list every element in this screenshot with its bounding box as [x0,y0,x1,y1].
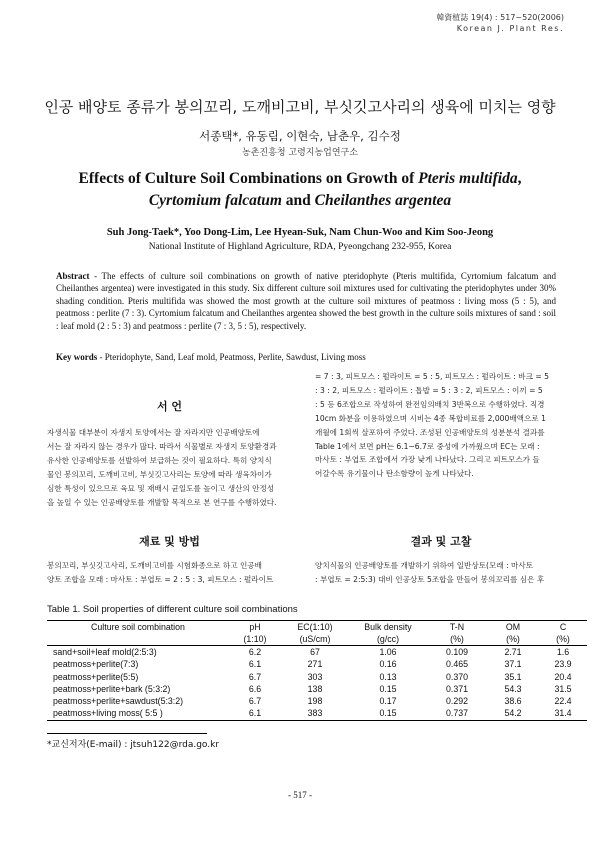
table-cell: peatmoss+perlite(7:3) [53,659,139,670]
text-line: 개월에 1회씩 살포하여 주었다. 조성된 인공배양토의 성분분석 결과를 [315,427,545,437]
text-line: 양치식물의 인공배양토를 개발하기 위하여 일반상토(모래 : 마사토 [315,561,534,570]
table-cell: 0.109 [445,647,468,657]
text-line: 심한 특성이 있으므로 육묘 및 재배시 균일도를 높이고 생산의 안정성 [47,483,275,493]
table-header-units-row [47,633,587,646]
table-row [47,658,587,670]
table-caption: Table 1. Soil properties of different culture soil combinations [47,604,298,615]
table-cell: 22.4 [554,696,572,707]
title-and: and [281,192,315,209]
corresponding-author-note: *교신저자(E-mail) : jtsuh122@rda.go.kr [47,740,220,750]
table-cell: 2.71 [504,647,522,657]
table-cell: 54.2 [487,707,539,720]
korean-authors: 서종택*, 유동림, 이현숙, 남춘우, 김수정 [199,129,401,143]
text-line: 10cm 화분을 이용하였으며 시비는 4종 복합비료를 2,000배액으로 1 [315,413,546,423]
column-unit: (uS/cm) [281,633,349,646]
table-cell: peatmoss+living moss( 5:5 ) [47,707,229,720]
column-header: OM [487,621,539,634]
column-header: T-N [427,621,487,634]
table-row [47,683,587,695]
text-line: 봉의꼬리, 부싯깃고사리, 도깨비고비를 시험화종으로 하고 인공배 [47,561,262,570]
table-cell: 0.737 [427,707,487,720]
table-cell: 303 [307,671,323,682]
table-cell: 0.15 [349,707,427,720]
table-cell: 1.6 [556,647,570,657]
title-separator: , [517,170,522,187]
text-line: 어갈수록 유기물이나 탄소함량이 높게 나타났다. [315,469,474,479]
column-unit: (%) [487,633,539,646]
table-cell: 0.15 [379,683,397,694]
table-cell: 31.4 [539,707,587,720]
table-cell: 0.17 [379,696,397,707]
table-cell: 1.06 [379,647,397,657]
table-cell: 20.4 [554,671,572,682]
table-cell: 31.5 [554,683,572,694]
english-authors: Suh Jong-Taek*, Yoo Dong-Lim, Lee Hyean-Suk, Nam Chun-Woo and Kim Soo-Jeong [106,227,494,238]
text-line: = 7 : 3, 피트모스 : 펄라이트 = 5 : 5, 피트모스 : 펄라이트 : 바크 = 5 [315,372,549,381]
table-header-row [47,621,587,634]
section-heading-methods: 재료 및 방법 [139,535,200,548]
section-heading-intro: 서 언 [156,400,183,413]
section-heading-results: 결과 및 고찰 [410,535,472,548]
text-line: : 3 : 2, 피트모스 : 펄라이트 : 톱밥 = 5 : 3 : 2, 피트모스 : 이끼 = 5 [315,385,543,395]
methods-body [47,559,299,587]
table-cell: 6.2 [248,647,262,657]
column-header: pH [229,621,281,634]
species-name: Cyrtomium falcatum [148,192,282,209]
table-cell: 6.1 [248,659,262,670]
text-line: 을 높일 수 있는 인공배양토를 개발할 목적으로 본 연구를 수행하였다. [47,497,277,507]
table-row [47,671,587,683]
table-cell: 0.16 [379,659,397,670]
column-unit: (g/cc) [349,633,427,646]
species-name: Cheilanthes argentea [314,192,452,209]
table-cell: peatmoss+perlite+sawdust(5:3:2) [53,696,184,707]
page-number: - 517 - [288,790,312,800]
column-header: C [539,621,587,634]
column-header: Bulk density [349,621,427,634]
table-cell: 138 [307,683,323,694]
english-affiliation: National Institute of Highland Agriculture, RDA, Pyeongchang 232-955, Korea [148,242,452,252]
column-header: Culture soil combination [47,621,229,634]
table-cell: 35.1 [504,671,522,682]
table-cell: 383 [281,707,349,720]
table-cell: 6.7 [248,671,262,682]
table-cell: 0.13 [379,671,397,682]
footnote-divider [47,733,207,734]
intro-body [47,426,299,509]
text-line: 유사한 인공배양토를 선발하여 보급하는 것이 필요하다. 특히 양치식 [47,455,272,465]
table-cell: peatmoss+perlite(5:5) [53,671,139,682]
soil-properties-table [47,620,587,721]
korean-title: 인공 배양토 종류가 봉의꼬리, 도깨비고비, 부싯깃고사리의 생육에 미치는 영향 [44,98,556,116]
table-cell: 271 [307,659,323,670]
results-body [315,559,567,587]
abstract [56,270,556,332]
table-cell: peatmoss+perlite+bark (5:3:2) [53,683,171,694]
column-unit [47,633,229,646]
table-row [47,707,587,720]
table-row [47,695,587,707]
text-line: 서는 잘 자라지 않는 경우가 많다. 따라서 식물별로 자생지 토양환경과 [47,441,277,451]
text-line: 마사토 : 부엽토 조합에서 가장 낮게 나타났다. 그리고 피트모스가 들 [315,455,540,465]
text-line: Table 1에서 보면 pH는 6.1~6.7로 중성에 가까웠으며 EC는 모래 : [315,441,540,451]
abstract-text: - The effects of culture soil combinations on growth of native pteridophyte (Pteris multifida, Cyrtomium falcatum and Cheilanthes argentea) were investigated in this study. Six different culture soil mixtures used for cultivating the pteridophytes under 30% shading condition. Pteris multifida was showed the most growth at the culture soil mixtures of peatmoss : living moss (5 : 5), and peatmoss : perlite (7 : 3). Cyrtomium falcatum and Cheilanthes argentea showed the best growth in the culture soils mixtures of sand : soil : leaf mold (2 : 5 : 3) and peatmoss : perlite (7 : 3, 5 : 5), respectively. [56,271,556,331]
column-unit: (%) [539,633,587,646]
journal-volume: 韓資植誌 19(4) : 517~520(2006) [436,13,564,22]
table-cell: 37.1 [504,659,522,670]
table-cell: 0.292 [445,696,468,707]
text-line: 양토 조합을 모래 : 마사토 : 부엽토 = 2 : 5 : 3, 피트모스 : 펄라이트 [47,574,274,584]
text-line: : 5 등 6조합으로 작성하여 완전임의배치 3반복으로 수행하였다. 직경 [315,399,545,409]
table-cell: 23.9 [554,659,572,670]
table-cell: 6.1 [229,707,281,720]
korean-affiliation: 농촌진흥청 고령지농업연구소 [242,148,358,158]
text-line: 자생식물 대부분이 자생지 토양에서는 잘 자라지만 인공배양토에 [47,428,260,437]
table-cell: 38.6 [504,696,522,707]
table-cell: 6.6 [248,683,262,694]
keywords-label: Key words [56,352,98,362]
column-unit: (1:10) [229,633,281,646]
table-cell: 0.465 [445,659,468,670]
table-cell: sand+soil+leaf mold(2:5:3) [53,647,157,657]
keywords [56,352,556,362]
table-cell: 67 [310,647,320,657]
text-line: 물인 봉의꼬리, 도깨비고비, 부싯깃고사리는 토양에 따라 생육차이가 [47,469,272,479]
title-part: Effects of Culture Soil Combinations on Growth of [78,170,419,187]
table-row [47,646,587,659]
column-unit: (%) [427,633,487,646]
column-header: EC(1:10) [281,621,349,634]
table-cell: 54.3 [504,683,522,694]
table-cell: 0.371 [445,683,468,694]
table-cell: 6.7 [248,696,262,707]
journal-name: Korean J. Plant Res. [456,24,564,33]
journal-citation [436,12,564,34]
right-column-body [315,370,567,481]
table-cell: 0.370 [445,671,468,682]
keywords-text: - Pteridophyte, Sand, Leaf mold, Peatmoss, Perlite, Sawdust, Living moss [97,352,366,362]
table-cell: 198 [307,696,323,707]
species-name: Pteris multifida [418,170,518,187]
text-line: : 부엽토 = 2:5:3) 대비 인공상토 5조합을 만들어 봉의꼬리를 심은 후 [315,574,545,584]
english-title [0,168,600,212]
abstract-label: Abstract [56,271,90,281]
